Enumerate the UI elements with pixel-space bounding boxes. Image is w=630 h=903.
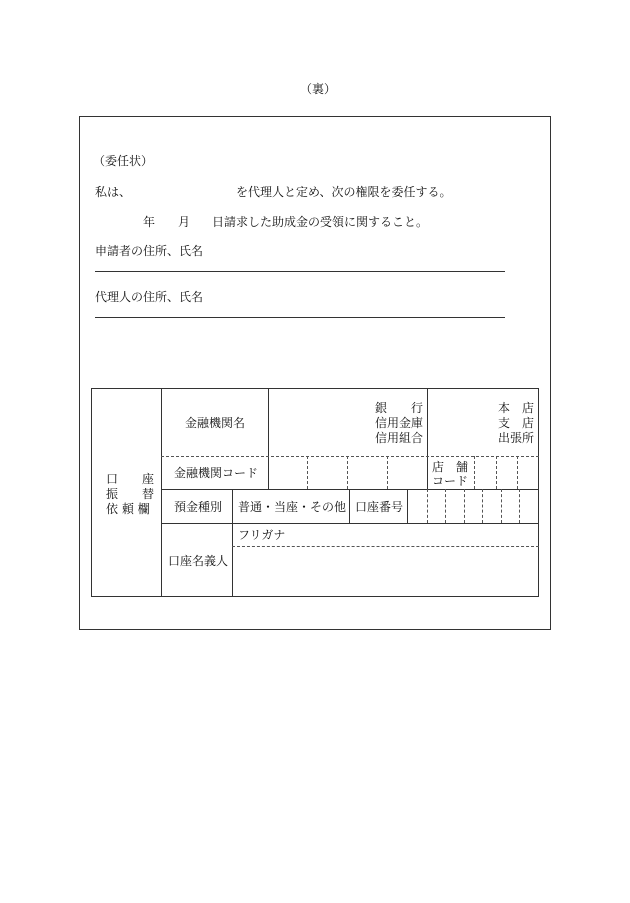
applicant-label: 申請者の住所、氏名 [95, 244, 204, 258]
institution-label: 金融機関名 [185, 416, 246, 430]
branch-code-digit-divider [474, 456, 475, 489]
institution-code-label: 金融機関コード [174, 466, 259, 480]
account-digit-divider [445, 489, 446, 523]
branch-code-label: コード [432, 474, 469, 488]
deposit-type-label: 預金種別 [174, 500, 223, 514]
account-number-divider [349, 489, 350, 523]
institution-type-option: 信用組合 [375, 431, 424, 445]
institution-code-digit-divider [387, 456, 388, 489]
month-blank[interactable] [157, 210, 177, 230]
furigana-field[interactable] [290, 526, 535, 544]
institution-code-digit-divider [307, 456, 308, 489]
line2-suffix: 日請求した助成金の受領に関すること。 [212, 215, 429, 229]
account-digit-divider [427, 489, 428, 523]
agent-name-blank[interactable] [140, 180, 232, 200]
line1-suffix: を代理人と定め、次の権限を委任する。 [236, 185, 452, 199]
institution-label-divider [268, 388, 269, 489]
institution-code-separator [161, 456, 539, 457]
section-title-line: 依 頼 欄 [106, 502, 150, 516]
account-holder-label: 口座名義人 [168, 554, 229, 568]
account-digit-divider [519, 489, 520, 523]
institution-type-option: 信用金庫 [375, 416, 424, 430]
agent-signature-line[interactable] [95, 317, 505, 318]
section-title-line: 振 替 [106, 487, 155, 501]
account-digits-divider [407, 489, 408, 523]
date-month-label: 月 [178, 215, 191, 229]
letter-heading: （委任状） [93, 154, 154, 168]
account-digit-divider [464, 489, 465, 523]
furigana-label: フリガナ [238, 528, 286, 542]
account-digit-divider [501, 489, 502, 523]
deposit-label-divider [232, 489, 233, 597]
account-digit-divider [482, 489, 483, 523]
section-title-divider [161, 388, 162, 597]
branch-code-digit-divider [496, 456, 497, 489]
day-blank[interactable] [192, 210, 210, 230]
deposit-type-options[interactable]: 普通・当座・その他 [238, 500, 347, 514]
branch-type-option: 支 店 [498, 416, 535, 430]
page-side-label: （裏） [300, 82, 337, 96]
branch-type-option: 出張所 [498, 431, 535, 445]
branch-code-label: 店 舗 [432, 460, 469, 474]
branch-code-digit-divider [517, 456, 518, 489]
holder-row-separator [161, 523, 539, 524]
branch-type-option: 本 店 [498, 401, 535, 415]
account-number-label: 口座番号 [355, 500, 404, 514]
section-title-line: 口 座 [106, 472, 155, 486]
date-year-label: 年 [143, 215, 156, 229]
institution-name-field[interactable] [272, 398, 368, 448]
year-blank[interactable] [112, 210, 142, 230]
agent-label: 代理人の住所、氏名 [95, 290, 204, 304]
institution-type-option: 銀 行 [375, 401, 424, 415]
line1-prefix: 私は、 [95, 185, 132, 199]
institution-code-digit-divider [347, 456, 348, 489]
branch-name-field[interactable] [432, 398, 492, 448]
furigana-separator [232, 546, 539, 547]
account-holder-field[interactable] [236, 550, 536, 594]
applicant-signature-line[interactable] [95, 271, 505, 272]
branch-divider [427, 388, 428, 489]
